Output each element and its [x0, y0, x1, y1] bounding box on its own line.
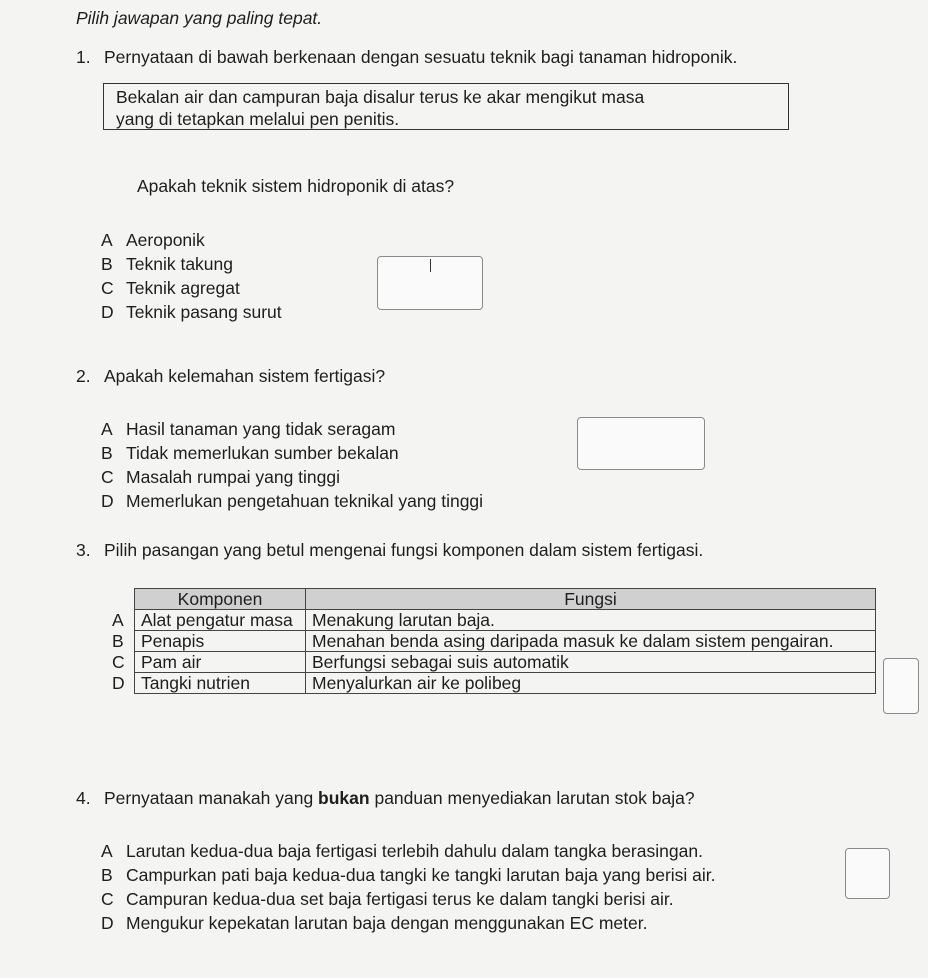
table-row[interactable] [108, 631, 876, 652]
komponen-cell: Pam air [135, 652, 306, 673]
header-fungsi: Fungsi [306, 589, 876, 610]
fungsi-cell: Berfungsi sebagai suis automatik [306, 652, 876, 673]
q1-option-d[interactable] [101, 302, 282, 323]
komponen-cell: Tangki nutrien [135, 673, 306, 694]
option-text: Teknik agregat [126, 278, 240, 298]
option-letter: C [101, 467, 114, 487]
text-cursor [430, 259, 431, 272]
q1-statement-line1: Bekalan air dan campuran baja disalur terus ke akar mengikut masa [116, 87, 645, 107]
option-text: Campurkan pati baja kedua-dua tangki ke tangki larutan baja yang berisi air. [126, 865, 716, 885]
q1-question-text: Pernyataan di bawah berkenaan dengan sesuatu teknik bagi tanaman hidroponik. [104, 47, 738, 67]
option-letter: D [101, 302, 114, 322]
q2-option-b[interactable] [101, 443, 399, 464]
q4-answer-box[interactable] [845, 848, 890, 899]
q4-option-d[interactable] [101, 913, 647, 934]
option-letter: B [101, 865, 113, 885]
q1-option-c[interactable] [101, 278, 240, 299]
q2-option-c[interactable] [101, 467, 340, 488]
table-row[interactable] [108, 610, 876, 631]
option-letter: D [101, 491, 114, 511]
fungsi-cell: Menyalurkan air ke polibeg [306, 673, 876, 694]
option-letter: A [101, 230, 113, 250]
q2-option-a[interactable] [101, 419, 395, 440]
option-text: Tidak memerlukan sumber bekalan [126, 443, 399, 463]
q4-question-pre: Pernyataan manakah yang [104, 788, 319, 808]
q4-question [76, 788, 695, 809]
option-text: Mengukur kepekatan larutan baja dengan menggunakan EC meter. [126, 913, 648, 933]
option-text: Campuran kedua-dua set baja fertigasi terus ke dalam tangki berisi air. [126, 889, 674, 909]
option-text: Teknik pasang surut [126, 302, 282, 322]
q2-number: 2. [76, 366, 91, 386]
q4-option-b[interactable] [101, 865, 716, 886]
header-komponen: Komponen [135, 589, 306, 610]
option-text: Larutan kedua-dua baja fertigasi terlebih dahulu dalam tangka berasingan. [126, 841, 703, 861]
q1-statement-line2: yang di tetapkan melalui pen penitis. [116, 109, 400, 129]
q1-prompt: Apakah teknik sistem hidroponik di atas? [137, 176, 455, 196]
q3-answer-box[interactable] [883, 658, 919, 714]
q1-option-a[interactable] [101, 230, 205, 251]
fungsi-cell: Menahan benda asing daripada masuk ke dalam sistem pengairan. [306, 631, 876, 652]
q2-answer-box[interactable] [577, 417, 705, 470]
q4-option-c[interactable] [101, 889, 674, 910]
table-row[interactable] [108, 673, 876, 694]
q3-question [76, 540, 703, 561]
option-letter: C [101, 889, 114, 909]
row-letter: D [112, 672, 125, 693]
q3-number: 3. [76, 540, 91, 560]
component-table [108, 588, 876, 694]
q2-question-text: Apakah kelemahan sistem fertigasi? [104, 366, 386, 386]
option-letter: A [101, 419, 113, 439]
option-text: Masalah rumpai yang tinggi [126, 467, 341, 487]
q4-number: 4. [76, 788, 91, 808]
komponen-cell: Penapis [135, 631, 306, 652]
q4-option-a[interactable] [101, 841, 703, 862]
option-text: Hasil tanaman yang tidak seragam [126, 419, 396, 439]
komponen-cell: Alat pengatur masa [135, 610, 306, 631]
row-letter: A [112, 609, 124, 630]
q2-option-d[interactable] [101, 491, 483, 512]
option-letter: B [101, 443, 113, 463]
row-letter: B [112, 630, 124, 651]
option-text: Memerlukan pengetahuan teknikal yang tinggi [126, 491, 484, 511]
q4-question-post: panduan menyediakan larutan stok baja? [369, 788, 695, 808]
option-text: Teknik takung [126, 254, 234, 274]
q3-question-text: Pilih pasangan yang betul mengenai fungsi komponen dalam sistem fertigasi. [104, 540, 704, 560]
option-letter: D [101, 913, 114, 933]
option-text: Aeroponik [126, 230, 205, 250]
q2-question [76, 366, 385, 387]
option-letter: B [101, 254, 113, 274]
row-letter-spacer [108, 589, 135, 610]
instruction: Pilih jawapan yang paling tepat. [76, 8, 323, 28]
q4-question-bold: bukan [318, 788, 370, 808]
q1-question [76, 47, 737, 68]
q1-option-b[interactable] [101, 254, 233, 275]
option-letter: A [101, 841, 113, 861]
row-letter: C [112, 651, 125, 672]
fungsi-cell: Menakung larutan baja. [306, 610, 876, 631]
q1-statement-box [103, 83, 789, 130]
table-row[interactable] [108, 652, 876, 673]
q1-number: 1. [76, 47, 91, 67]
q1-answer-box[interactable] [377, 256, 483, 310]
option-letter: C [101, 278, 114, 298]
table-header-row [108, 589, 876, 610]
